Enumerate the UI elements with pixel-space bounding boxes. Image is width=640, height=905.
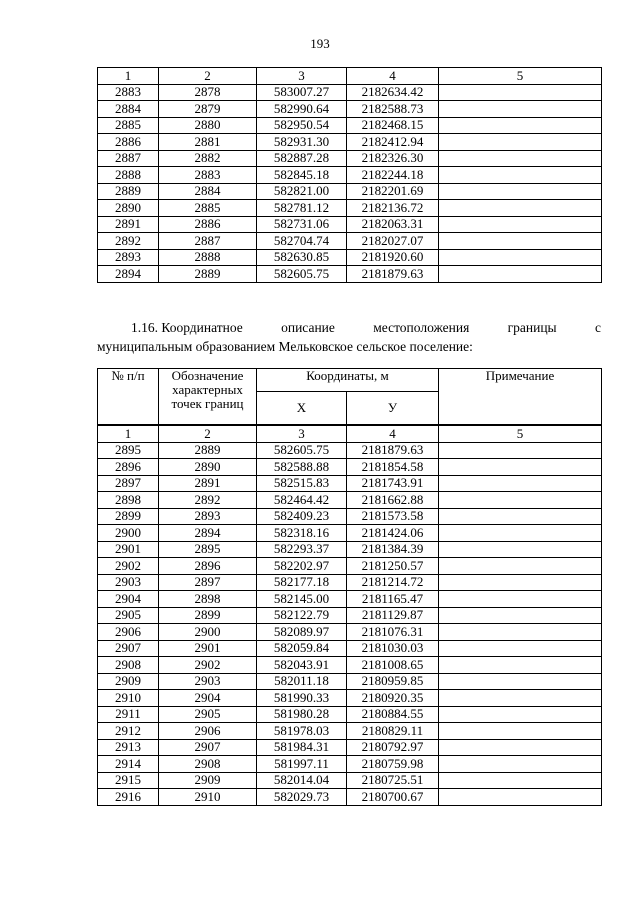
table-row	[98, 706, 602, 723]
coord-x-cell: 582605.75	[257, 266, 347, 283]
table-row	[98, 772, 602, 789]
row-number-cell: 2891	[98, 216, 159, 233]
table-row	[98, 84, 602, 101]
note-cell	[439, 167, 602, 184]
note-cell	[439, 134, 602, 151]
table-row	[98, 459, 602, 476]
row-number-cell: 2885	[98, 117, 159, 134]
row-number-cell: 2883	[98, 84, 159, 101]
point-designation-cell: 2897	[159, 574, 257, 591]
coord-y-cell: 2182027.07	[347, 233, 439, 250]
coord-x-cell: 582845.18	[257, 167, 347, 184]
heading-word: описание	[281, 320, 335, 335]
table-row	[98, 591, 602, 608]
row-number-cell: 2906	[98, 624, 159, 641]
table-row	[98, 607, 602, 624]
row-number-cell: 2899	[98, 508, 159, 525]
coord-y-cell: 2182136.72	[347, 200, 439, 217]
section-heading	[97, 318, 601, 356]
col-number-5: 5	[439, 68, 602, 85]
heading-word: местоположения	[373, 320, 470, 335]
table-row	[98, 233, 602, 250]
coord-x-cell: 582588.88	[257, 459, 347, 476]
point-designation-cell: 2880	[159, 117, 257, 134]
note-cell	[439, 558, 602, 575]
table1-body	[98, 84, 602, 282]
table-row	[98, 492, 602, 509]
coord-x-cell: 582821.00	[257, 183, 347, 200]
note-cell	[439, 249, 602, 266]
table-row	[98, 558, 602, 575]
coord-x-cell: 582781.12	[257, 200, 347, 217]
note-cell	[439, 541, 602, 558]
coord-x-cell: 581980.28	[257, 706, 347, 723]
table-row	[98, 200, 602, 217]
note-cell	[439, 690, 602, 707]
row-number-cell: 2887	[98, 150, 159, 167]
point-designation-cell: 2896	[159, 558, 257, 575]
coord-y-cell: 2181030.03	[347, 640, 439, 657]
row-number-cell: 2913	[98, 739, 159, 756]
table-row	[98, 508, 602, 525]
row-number-cell: 2888	[98, 167, 159, 184]
coord-y-cell: 2181008.65	[347, 657, 439, 674]
row-number-cell: 2908	[98, 657, 159, 674]
point-designation-cell: 2887	[159, 233, 257, 250]
row-number-cell: 2903	[98, 574, 159, 591]
note-cell	[439, 150, 602, 167]
coord-y-cell: 2180792.97	[347, 739, 439, 756]
coord-y-cell: 2180725.51	[347, 772, 439, 789]
coord-y-cell: 2182244.18	[347, 167, 439, 184]
table-row	[98, 739, 602, 756]
coord-y-cell: 2180884.55	[347, 706, 439, 723]
note-cell	[439, 789, 602, 806]
coord-y-cell: 2180759.98	[347, 756, 439, 773]
table2-body	[98, 442, 602, 805]
point-designation-cell: 2899	[159, 607, 257, 624]
coord-x-cell: 582630.85	[257, 249, 347, 266]
table-row	[98, 167, 602, 184]
row-number-cell: 2890	[98, 200, 159, 217]
point-designation-cell: 2884	[159, 183, 257, 200]
point-designation-cell: 2890	[159, 459, 257, 476]
header-designation: Обозначение характерных точек границ	[159, 369, 257, 426]
point-designation-cell: 2883	[159, 167, 257, 184]
table-row	[98, 150, 602, 167]
row-number-cell: 2911	[98, 706, 159, 723]
note-cell	[439, 200, 602, 217]
table-row	[98, 183, 602, 200]
point-designation-cell: 2878	[159, 84, 257, 101]
coord-y-cell: 2181384.39	[347, 541, 439, 558]
note-cell	[439, 756, 602, 773]
note-cell	[439, 117, 602, 134]
point-designation-cell: 2889	[159, 442, 257, 459]
note-cell	[439, 442, 602, 459]
point-designation-cell: 2910	[159, 789, 257, 806]
point-designation-cell: 2881	[159, 134, 257, 151]
coord-y-cell: 2181854.58	[347, 459, 439, 476]
note-cell	[439, 706, 602, 723]
coord-y-cell: 2182326.30	[347, 150, 439, 167]
col-number-2: 2	[159, 425, 257, 442]
coord-x-cell: 583007.27	[257, 84, 347, 101]
coord-x-cell: 582605.75	[257, 442, 347, 459]
coord-y-cell: 2182468.15	[347, 117, 439, 134]
note-cell	[439, 739, 602, 756]
point-designation-cell: 2879	[159, 101, 257, 118]
coord-x-cell: 581990.33	[257, 690, 347, 707]
note-cell	[439, 183, 602, 200]
table-row	[98, 525, 602, 542]
header-x: Х	[257, 392, 347, 426]
coord-y-cell: 2181076.31	[347, 624, 439, 641]
table-row	[98, 541, 602, 558]
column-number-row	[98, 425, 602, 442]
point-designation-cell: 2900	[159, 624, 257, 641]
note-cell	[439, 492, 602, 509]
note-cell	[439, 233, 602, 250]
coord-x-cell: 582515.83	[257, 475, 347, 492]
point-designation-cell: 2902	[159, 657, 257, 674]
note-cell	[439, 723, 602, 740]
table-row	[98, 673, 602, 690]
row-number-cell: 2915	[98, 772, 159, 789]
table-row	[98, 574, 602, 591]
coord-x-cell: 582014.04	[257, 772, 347, 789]
coord-x-cell: 582409.23	[257, 508, 347, 525]
heading-word: с	[594, 320, 601, 335]
table-row	[98, 249, 602, 266]
row-number-cell: 2904	[98, 591, 159, 608]
row-number-cell: 2895	[98, 442, 159, 459]
note-cell	[439, 508, 602, 525]
row-number-cell: 2902	[98, 558, 159, 575]
coord-x-cell: 582011.18	[257, 673, 347, 690]
table-row	[98, 756, 602, 773]
row-number-cell: 2886	[98, 134, 159, 151]
row-number-cell: 2907	[98, 640, 159, 657]
coord-x-cell: 582089.97	[257, 624, 347, 641]
coord-x-cell: 582202.97	[257, 558, 347, 575]
coord-y-cell: 2182634.42	[347, 84, 439, 101]
point-designation-cell: 2891	[159, 475, 257, 492]
row-number-cell: 2884	[98, 101, 159, 118]
row-number-cell: 2909	[98, 673, 159, 690]
coord-y-cell: 2181424.06	[347, 525, 439, 542]
point-designation-cell: 2894	[159, 525, 257, 542]
row-number-cell: 2893	[98, 249, 159, 266]
note-cell	[439, 657, 602, 674]
coord-y-cell: 2181165.47	[347, 591, 439, 608]
coord-x-cell: 582029.73	[257, 789, 347, 806]
table-row	[98, 101, 602, 118]
section-heading-line1	[97, 318, 601, 337]
header-row	[98, 369, 602, 392]
col-number-4: 4	[347, 425, 439, 442]
coord-x-cell: 581984.31	[257, 739, 347, 756]
coord-y-cell: 2180959.85	[347, 673, 439, 690]
coord-y-cell: 2181129.87	[347, 607, 439, 624]
coord-x-cell: 581978.03	[257, 723, 347, 740]
note-cell	[439, 624, 602, 641]
row-number-cell: 2916	[98, 789, 159, 806]
coord-x-cell: 582293.37	[257, 541, 347, 558]
coord-x-cell: 582318.16	[257, 525, 347, 542]
note-cell	[439, 673, 602, 690]
col-number-1: 1	[98, 68, 159, 85]
coord-x-cell: 582464.42	[257, 492, 347, 509]
header-y: У	[347, 392, 439, 426]
coord-y-cell: 2181920.60	[347, 249, 439, 266]
note-cell	[439, 525, 602, 542]
note-cell	[439, 607, 602, 624]
coordinates-table-continued	[97, 67, 602, 283]
coord-x-cell: 582931.30	[257, 134, 347, 151]
table-row	[98, 789, 602, 806]
coord-y-cell: 2181250.57	[347, 558, 439, 575]
point-designation-cell: 2903	[159, 673, 257, 690]
coord-x-cell: 582122.79	[257, 607, 347, 624]
table-row	[98, 134, 602, 151]
table-row	[98, 442, 602, 459]
row-number-cell: 2889	[98, 183, 159, 200]
table-row	[98, 475, 602, 492]
note-cell	[439, 591, 602, 608]
point-designation-cell: 2888	[159, 249, 257, 266]
table-row	[98, 690, 602, 707]
point-designation-cell: 2906	[159, 723, 257, 740]
point-designation-cell: 2886	[159, 216, 257, 233]
row-number-cell: 2894	[98, 266, 159, 283]
note-cell	[439, 101, 602, 118]
coord-x-cell: 582145.00	[257, 591, 347, 608]
point-designation-cell: 2895	[159, 541, 257, 558]
coord-y-cell: 2181662.88	[347, 492, 439, 509]
note-cell	[439, 216, 602, 233]
point-designation-cell: 2908	[159, 756, 257, 773]
heading-word: 1.16. Координатное	[131, 320, 243, 335]
coord-x-cell: 582731.06	[257, 216, 347, 233]
row-number-cell: 2892	[98, 233, 159, 250]
point-designation-cell: 2905	[159, 706, 257, 723]
coord-x-cell: 582059.84	[257, 640, 347, 657]
col-number-1: 1	[98, 425, 159, 442]
coord-x-cell: 581997.11	[257, 756, 347, 773]
coord-y-cell: 2181743.91	[347, 475, 439, 492]
point-designation-cell: 2882	[159, 150, 257, 167]
table-row	[98, 266, 602, 283]
coord-y-cell: 2181879.63	[347, 266, 439, 283]
coord-x-cell: 582043.91	[257, 657, 347, 674]
coord-x-cell: 582950.54	[257, 117, 347, 134]
note-cell	[439, 459, 602, 476]
coord-y-cell: 2180920.35	[347, 690, 439, 707]
col-number-3: 3	[257, 68, 347, 85]
coord-y-cell: 2182412.94	[347, 134, 439, 151]
coord-x-cell: 582990.64	[257, 101, 347, 118]
section-heading-line2: муниципальным образованием Мельковское сельское поселение:	[97, 339, 473, 354]
coord-y-cell: 2182588.73	[347, 101, 439, 118]
heading-word: границы	[507, 320, 557, 335]
coord-y-cell: 2181214.72	[347, 574, 439, 591]
note-cell	[439, 266, 602, 283]
coord-y-cell: 2180829.11	[347, 723, 439, 740]
note-cell	[439, 574, 602, 591]
note-cell	[439, 640, 602, 657]
note-cell	[439, 84, 602, 101]
table-row	[98, 216, 602, 233]
page-number: 193	[310, 36, 330, 51]
coord-y-cell: 2181879.63	[347, 442, 439, 459]
table-row	[98, 640, 602, 657]
table-row	[98, 624, 602, 641]
coord-x-cell: 582887.28	[257, 150, 347, 167]
point-designation-cell: 2885	[159, 200, 257, 217]
coord-y-cell: 2182063.31	[347, 216, 439, 233]
header-num: № п/п	[98, 369, 159, 426]
col-number-2: 2	[159, 68, 257, 85]
col-number-4: 4	[347, 68, 439, 85]
row-number-cell: 2901	[98, 541, 159, 558]
row-number-cell: 2910	[98, 690, 159, 707]
coord-y-cell: 2180700.67	[347, 789, 439, 806]
col-number-3: 3	[257, 425, 347, 442]
col-number-5: 5	[439, 425, 602, 442]
point-designation-cell: 2898	[159, 591, 257, 608]
coordinates-table	[97, 368, 602, 806]
point-designation-cell: 2889	[159, 266, 257, 283]
point-designation-cell: 2907	[159, 739, 257, 756]
note-cell	[439, 772, 602, 789]
point-designation-cell: 2904	[159, 690, 257, 707]
table-row	[98, 723, 602, 740]
coord-x-cell: 582704.74	[257, 233, 347, 250]
table-row	[98, 117, 602, 134]
coord-y-cell: 2181573.58	[347, 508, 439, 525]
row-number-cell: 2905	[98, 607, 159, 624]
row-number-cell: 2897	[98, 475, 159, 492]
row-number-cell: 2900	[98, 525, 159, 542]
row-number-cell: 2898	[98, 492, 159, 509]
row-number-cell: 2896	[98, 459, 159, 476]
header-note: Примечание	[439, 369, 602, 426]
point-designation-cell: 2892	[159, 492, 257, 509]
table-row	[98, 657, 602, 674]
point-designation-cell: 2909	[159, 772, 257, 789]
point-designation-cell: 2901	[159, 640, 257, 657]
coord-y-cell: 2182201.69	[347, 183, 439, 200]
coord-x-cell: 582177.18	[257, 574, 347, 591]
point-designation-cell: 2893	[159, 508, 257, 525]
row-number-cell: 2914	[98, 756, 159, 773]
note-cell	[439, 475, 602, 492]
row-number-cell: 2912	[98, 723, 159, 740]
column-number-row	[98, 68, 602, 85]
header-coordinates: Координаты, м	[257, 369, 439, 392]
